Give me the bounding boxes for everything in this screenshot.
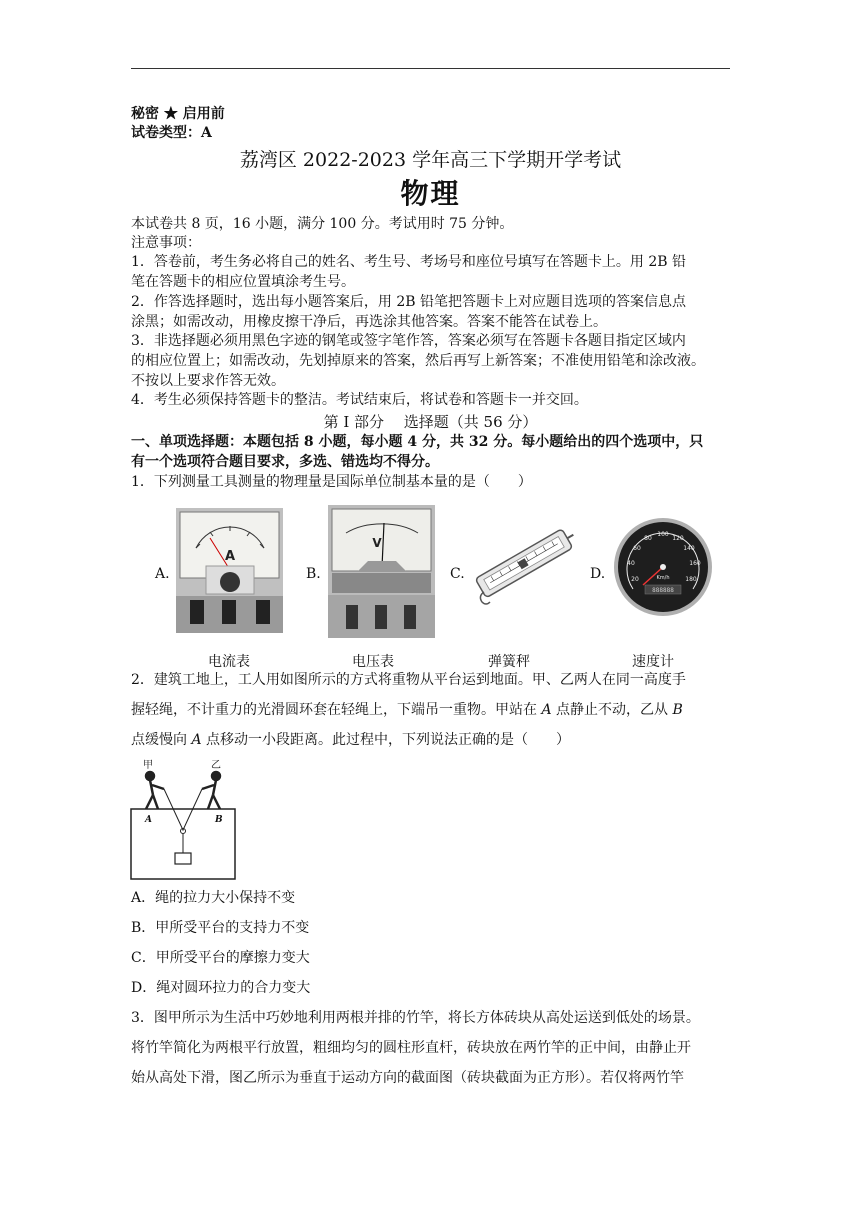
svg-text:40: 40: [627, 560, 635, 567]
note-line: 的相应位置上；如需改动，先划掉原来的答案，然后再写上新答案；不准使用铅笔和涂改液。: [131, 353, 705, 369]
exam-summary: 本试卷共 8 页，16 小题，满分 100 分。考试用时 75 分钟。: [131, 216, 514, 232]
confidential-label: 秘密 ★ 启用前: [131, 106, 225, 122]
point-a-label: A: [145, 815, 152, 825]
svg-text:120: 120: [672, 535, 684, 542]
q3-stem: 始从高处下滑，图乙所示为垂直于运动方向的截面图（砖块截面为正方形）。若仅将两竹竿: [131, 1070, 684, 1086]
q2-figure: [128, 757, 240, 882]
note-line: 笔在答题卡的相应位置填涂考生号。: [131, 274, 355, 290]
q1-caption: 电压表: [352, 654, 394, 670]
speedometer-image: [613, 517, 713, 617]
q1-option-letter: C.: [450, 566, 465, 582]
voltmeter-letter: V: [372, 536, 382, 550]
q3-stem: 将竹竿简化为两根平行放置，粗细均匀的圆柱形直杆，砖块放在两竹竿的正中间，由静止开: [131, 1040, 691, 1056]
worker-jia-icon: [146, 772, 164, 809]
q3-stem: 3．图甲所示为生活中巧妙地利用两根并排的竹竿，将长方体砖块从高处运送到低处的场景。: [131, 1010, 700, 1026]
note-line: 4．考生必须保持答题卡的整洁。考试结束后，将试卷和答题卡一并交回。: [131, 392, 588, 408]
point-b-var: B: [672, 702, 683, 718]
q1-caption: 速度计: [632, 654, 674, 670]
ammeter-image: [176, 508, 283, 633]
ammeter-letter: A: [224, 549, 236, 564]
speedometer-unit: Km/h: [656, 575, 670, 581]
q2-option-b: B．甲所受平台的支持力不变: [131, 920, 310, 936]
q1-stem: 1．下列测量工具测量的物理量是国际单位制基本量的是（ ）: [131, 474, 532, 490]
svg-text:20: 20: [631, 576, 639, 583]
q1-caption: 电流表: [208, 654, 250, 670]
person-yi-label: 乙: [211, 760, 221, 771]
section-heading: 一、单项选择题：本题包括 8 小题，每小题 4 分，共 32 分。每小题给出的四个选项中，只: [131, 434, 704, 450]
svg-text:60: 60: [633, 545, 641, 552]
q2-option-a: A．绳的拉力大小保持不变: [131, 890, 296, 906]
q2-stem: 握轻绳，不计重力的光滑圆环套在轻绳上，下端吊一重物。甲站在 A 点静止不动，乙从 B: [131, 702, 683, 718]
voltmeter-image: [328, 505, 435, 638]
worker-yi-icon: [202, 772, 220, 809]
subject-title: 物理: [400, 177, 461, 210]
svg-text:80: 80: [644, 535, 652, 542]
q2-option-d: D．绳对圆环拉力的合力变大: [131, 980, 311, 996]
exam-title: 荔湾区 2022-2023 学年高三下学期开学考试: [239, 149, 622, 171]
section-heading: 有一个选项符合题目要求，多选、错选均不得分。: [131, 454, 439, 470]
speedometer-odometer: 888888: [652, 587, 674, 594]
q1-option-letter: D.: [590, 566, 606, 582]
svg-text:140: 140: [683, 545, 695, 552]
spring-scale-image: [470, 520, 580, 610]
notes-heading: 注意事项：: [131, 235, 201, 251]
header-rule: [131, 68, 730, 69]
q2-stem: 点缓慢向 A 点移动一小段距离。此过程中，下列说法正确的是（ ）: [131, 732, 571, 748]
q1-caption: 弹簧秤: [488, 654, 530, 670]
person-jia-label: 甲: [143, 760, 153, 771]
point-b-label: B: [215, 815, 223, 825]
svg-text:100: 100: [657, 531, 669, 538]
q2-option-c: C．甲所受平台的摩擦力变大: [131, 950, 310, 966]
note-line: 1．答卷前，考生务必将自己的姓名、考生号、考场号和座位号填写在答题卡上。用 2B 铅: [131, 254, 687, 270]
q1-option-letter: B.: [306, 566, 321, 582]
q2-stem: 2．建筑工地上，工人用如图所示的方式将重物从平台运到地面。甲、乙两人在同一高度手: [131, 672, 686, 688]
paper-type-label: 试卷类型：A: [131, 125, 212, 141]
point-a-var: A: [541, 702, 552, 718]
note-line: 不按以上要求作答无效。: [131, 373, 285, 389]
note-line: 3．非选择题必须用黑色字迹的钢笔或签字笔作答，答案必须写在答题卡各题目指定区域内: [131, 333, 686, 349]
note-line: 涂黑；如需改动，用橡皮擦干净后，再选涂其他答案。答案不能答在试卷上。: [131, 314, 607, 330]
svg-text:160: 160: [689, 560, 701, 567]
q1-option-letter: A.: [155, 566, 170, 582]
svg-text:180: 180: [685, 576, 697, 583]
note-line: 2．作答选择题时，选出每小题答案后，用 2B 铅笔把答题卡上对应题目选项的答案信息点: [131, 294, 687, 310]
part1-title: 第 I 部分 选择题（共 56 分）: [323, 413, 538, 431]
